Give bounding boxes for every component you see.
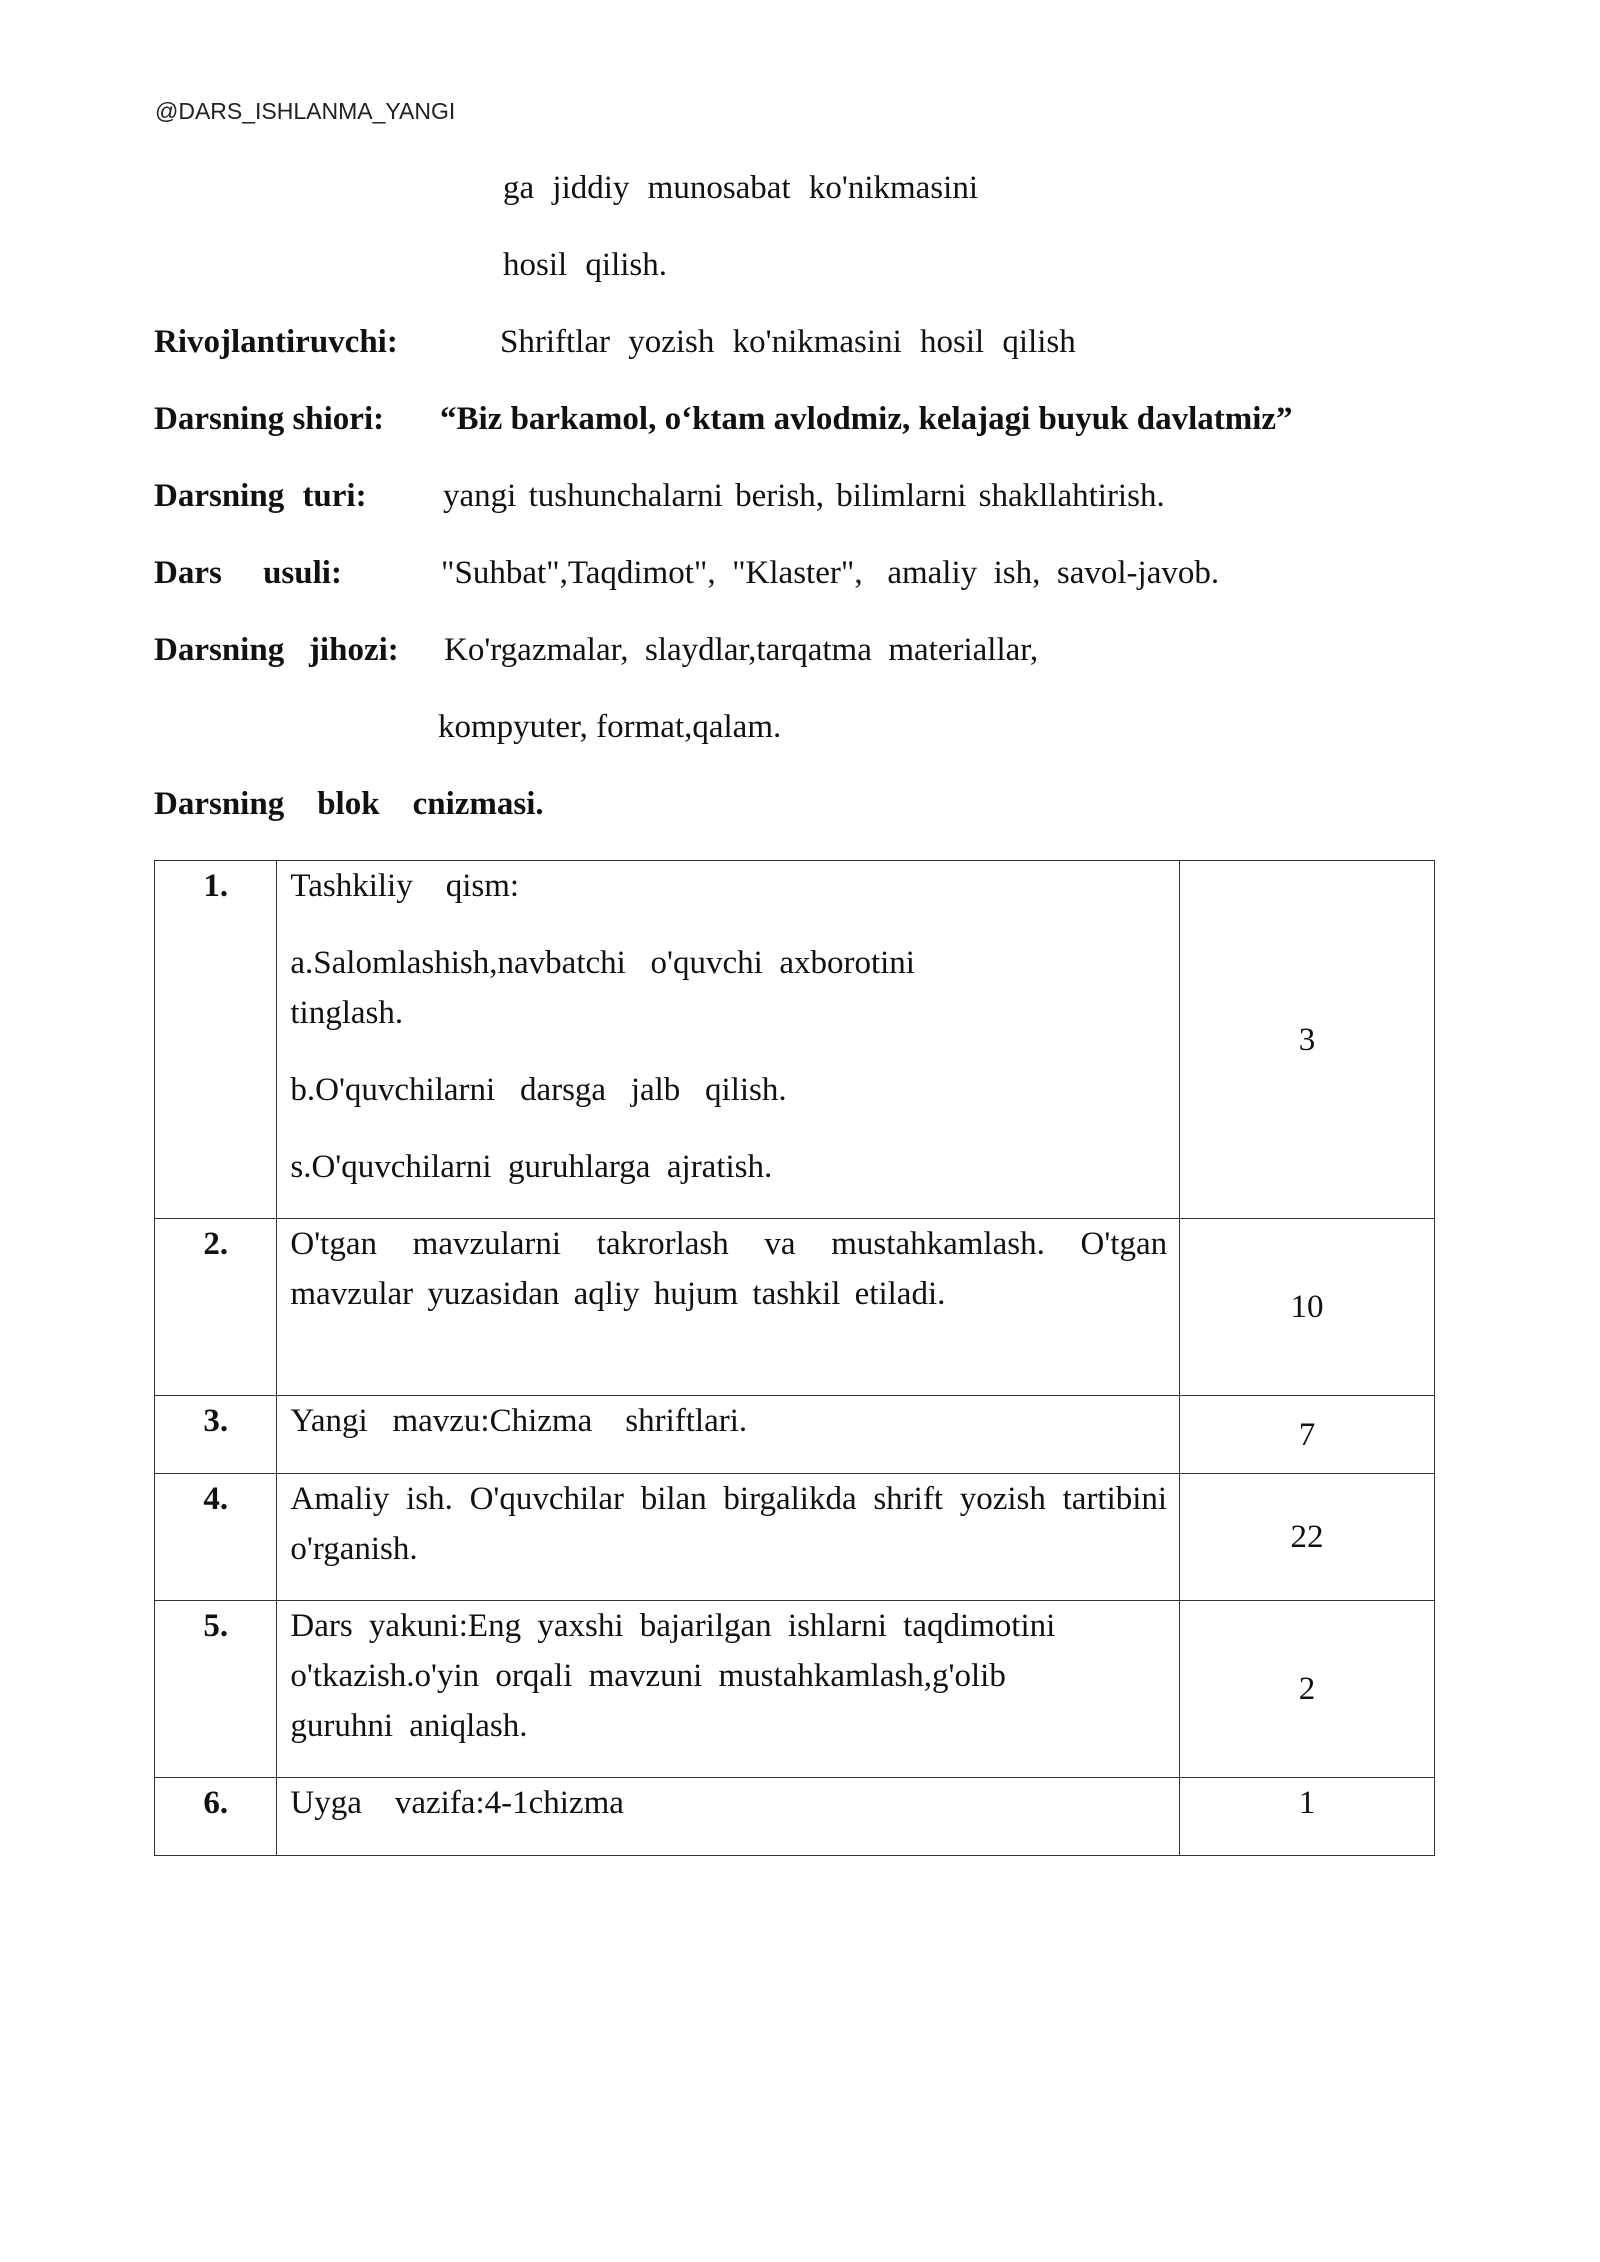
row-content bbox=[277, 1474, 1180, 1601]
jihoz-value-2: kompyuter, format,qalam. bbox=[438, 709, 782, 745]
table-row bbox=[155, 1219, 1435, 1396]
row-paragraph: Amaliy ish. O'quvchilar bilan birgalikda shrift yozish tartibini o'rganish. bbox=[290, 1481, 1168, 1567]
row-paragraph: Yangi mavzu:Chizma shriftlari. bbox=[290, 1403, 748, 1439]
rivoj-row bbox=[154, 326, 398, 359]
row-minutes: 2 bbox=[1180, 1601, 1435, 1778]
table-row bbox=[155, 1778, 1435, 1856]
table-row bbox=[155, 1601, 1435, 1778]
blok-heading: Darsning blok cnizmasi. bbox=[154, 786, 544, 822]
table-row bbox=[155, 1474, 1435, 1601]
row-paragraph: Tashkiliy qism: bbox=[290, 868, 520, 904]
turi-label: Darsning turi: bbox=[154, 478, 367, 514]
turi-row bbox=[154, 480, 367, 513]
row-paragraph: Dars yakuni:Eng yaxshi bajarilgan ishlarni taqdimotini o'tkazish.o'yin orqali mavzuni mustahkamlash,g'olib guruhni aniqlash. bbox=[290, 1608, 1056, 1744]
jihoz-row bbox=[154, 634, 399, 667]
row-content bbox=[277, 861, 1180, 1219]
row-number: 4. bbox=[155, 1474, 277, 1601]
row-minutes: 7 bbox=[1180, 1396, 1435, 1474]
row-paragraph: b.O'quvchilarni darsga jalb qilish. bbox=[290, 1072, 787, 1108]
row-number: 3. bbox=[155, 1396, 277, 1474]
jihoz-value-1: Ko'rgazmalar, slaydlar,tarqatma materiallar, bbox=[444, 632, 1039, 668]
row-number: 5. bbox=[155, 1601, 277, 1778]
row-number: 6. bbox=[155, 1778, 277, 1856]
lesson-block-table bbox=[154, 860, 1435, 1856]
usuli-row bbox=[154, 557, 342, 590]
usuli-label: Dars usuli: bbox=[154, 555, 342, 591]
turi-value: yangi tushunchalarni berish, bilimlarni shakllahtirish. bbox=[443, 478, 1165, 514]
row-content bbox=[277, 1778, 1180, 1856]
intro-line-1: ga jiddiy munosabat ko'nikmasini bbox=[503, 170, 978, 206]
watermark-header: @DARS_ISHLANMA_YANGI bbox=[155, 98, 456, 124]
row-content bbox=[277, 1396, 1180, 1474]
row-paragraph: Uyga vazifa:4-1chizma bbox=[290, 1785, 624, 1821]
row-minutes: 1 bbox=[1180, 1778, 1435, 1856]
row-number: 2. bbox=[155, 1219, 277, 1396]
table-row bbox=[155, 861, 1435, 1219]
shior-label: Darsning shiori: bbox=[154, 401, 385, 437]
usuli-value: "Suhbat",Taqdimot", "Klaster", amaliy ish, savol-javob. bbox=[441, 555, 1220, 591]
row-paragraph: s.O'quvchilarni guruhlarga ajratish. bbox=[290, 1149, 773, 1185]
rivoj-label: Rivojlantiruvchi: bbox=[154, 324, 398, 360]
rivoj-value: Shriftlar yozish ko'nikmasini hosil qilish bbox=[500, 324, 1076, 360]
shior-value: “Biz barkamol, o‘ktam avlodmiz, kelajagi buyuk davlatmiz” bbox=[440, 401, 1293, 437]
table-row bbox=[155, 1396, 1435, 1474]
row-minutes: 3 bbox=[1180, 861, 1435, 1219]
row-paragraph: O'tgan mavzularni takrorlash va mustahkamlash. O'tgan mavzular yuzasidan aqliy hujum tashkil etiladi. bbox=[290, 1226, 1168, 1312]
jihoz-label: Darsning jihozi: bbox=[154, 632, 399, 668]
row-paragraph: a.Salomlashish,navbatchi o'quvchi axborotini tinglash. bbox=[290, 945, 924, 1031]
row-content bbox=[277, 1219, 1180, 1396]
row-content bbox=[277, 1601, 1180, 1778]
row-number: 1. bbox=[155, 861, 277, 1219]
shior-row bbox=[154, 403, 384, 436]
row-minutes: 10 bbox=[1180, 1219, 1435, 1396]
intro-line-2: hosil qilish. bbox=[503, 247, 668, 283]
row-minutes: 22 bbox=[1180, 1474, 1435, 1601]
